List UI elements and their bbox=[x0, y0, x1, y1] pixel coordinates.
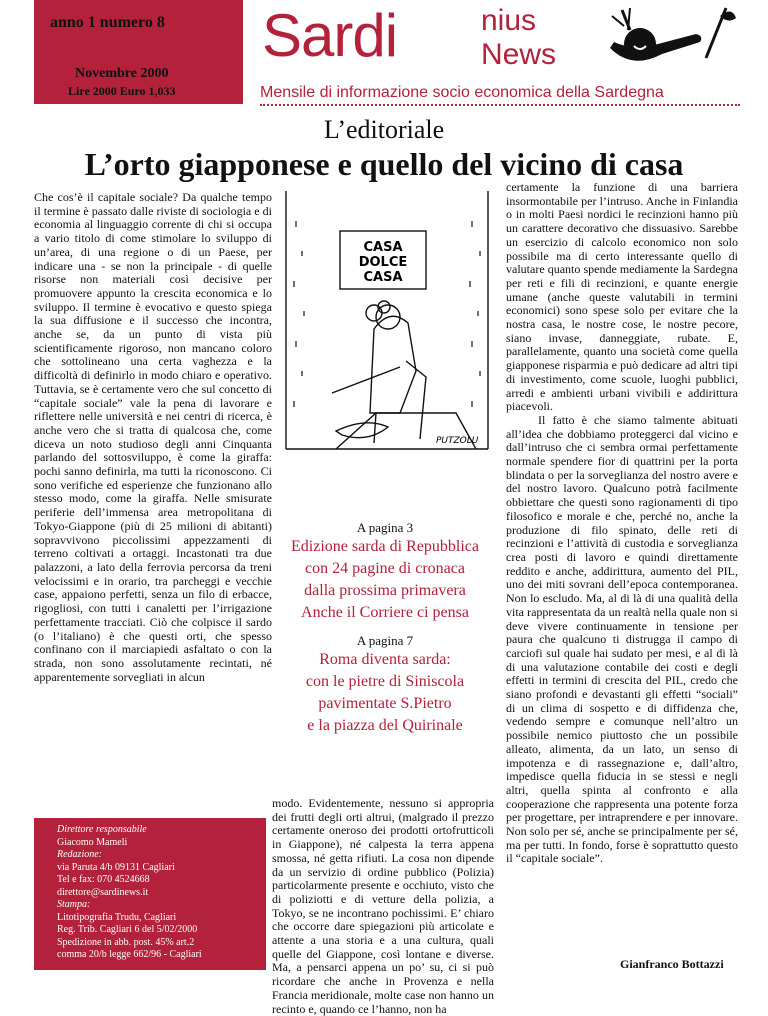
imprint-line: Stampa: bbox=[57, 899, 91, 910]
tagline: Mensile di informazione socio economica della Sardegna bbox=[260, 84, 664, 101]
imprint-line: Tel e fax: 070 4524668 bbox=[57, 874, 150, 885]
promo-line: con 24 pagine di cronaca bbox=[305, 560, 465, 577]
promo-line: con le pietre di Siniscola bbox=[305, 673, 465, 690]
issue-number: anno 1 numero 8 bbox=[50, 14, 165, 31]
imprint-line: Redazione: bbox=[57, 849, 102, 860]
logo-nius: nius bbox=[481, 4, 537, 37]
logo-sardi: Sardi bbox=[262, 2, 398, 69]
imprint-line: Direttore responsabile bbox=[57, 824, 147, 835]
promo-line: e la piazza del Quirinale bbox=[307, 717, 463, 734]
imprint-line: Giacomo Mameli bbox=[57, 836, 128, 848]
cartoon-artist-signature: PUTZOLU bbox=[436, 436, 479, 446]
imprint-line: direttore@sardinews.it bbox=[57, 886, 149, 898]
promo-line: Anche il Corriere ci pensa bbox=[301, 604, 469, 621]
promo-line: Roma diventa sarda: bbox=[319, 651, 451, 668]
promo-heading: A pagina 7 bbox=[356, 633, 414, 648]
article-paragraph: Il fatto è che siamo talmente abituati all’idea che dobbiamo proteggerci dal vicino e dall’intruso che ci sembra ormai perfettamente normale spendere fior di quattrini per la porta blindata o per la sorveglianza del nostro avere e del nostro lavoro. Qualcuno potrà facilmente obbiettare che questi sono ragionamenti di tipo filosofico e morale e che, perché no, anche la produzione di filo spinato, delle reti di recinzioni e l’attività di custodia e sorveglianza crea posti di lavoro e quindi direttamente reddito e anche, addirittura, aumento del PIL, uno dei miti sovrani dell’epoca contemporanea. Non lo escludo. Ma, al di là di una qualità della vita rappresentata da un realtà nella quale non si deve vivere continuamente in tensione per paura che qualcuno ti distrugga il campo di carciofi sul quale hai sudato per mesi, e al di là di una valutazione contabile dei costi e degli effetti in termini di crescita del PIL, credo che siano profondi e devastanti gli effetti “sociali” di un clima di sospetto e di diffidenza che, vedendo sempre e comunque nell’altro un possibile nemico piuttosto che un possibile alleato, alimenta, da un lato, un senso di impotenza e di rassegnazione e, dall’altro, impedisce quella fiducia in se stessi e negli altri, quella spinta al confronto e alla cooperazione che rappresenta una potente forza per progettare, per intraprendere e per innovare. Non solo per sé, anche se principalmente per sé, ma per tutti. In fondo, forse è soprattutto questo il “capitale sociale”. bbox=[506, 412, 738, 866]
promo-line: dalla prossima primavera bbox=[304, 582, 466, 599]
promo-box bbox=[266, 633, 504, 737]
article-paragraph: certamente la funzione di una barriera insormontabile per l’intruso. Anche in Finlandia o in molti Paesi nordici le recinzioni hanno più un carattere decorativo che dissuasivo. Sarebbe un esercizio di calcolo economico non solo possibile ma di certo interessante quello di valutare quanto spende mediamente la Sardegna per reti e fili di recinzioni, e quante energie umane (anche queste valutabili in termini economici) sono spese solo per evitare che la nostra casa, le nostre cose, le nostre pecore, siano invase, danneggiate, rubate. E, parallelamente, quanto una società come quella giapponese risparmia e può dedicare ad altri tipi di investimento, come scuole, luoghi pubblici, arredi e ambienti urbani vivibili e addirittura piacevoli. bbox=[506, 180, 738, 414]
article-column-mid: modo. Evidentemente, nessuno si appropria dei frutti degli orti altrui, (malgrado il prezzo certamente oneroso dei prodotti ortofrutticoli in Giappone), né calpesta la terra appena smossa, né getta rifiuti. La cosa non dipende da un servizio di ordine pubblico (Polizia) particolarmente presente e occhiuto, visto che di poliziotti e di vetture della polizia, a Tokyo, se ne incontrano pochissimi. E’ chiaro che occorre dare spiegazioni più articolate e attente a una storia e a una cultura, quali quelle del Giappone, così lontane e diverse. Ma, a pensarci appena un po’ su, ci si può ricordare che anche in Provenza e nella Francia meridionale, molte case non hanno un recinto e, quando ce l’hanno, non ha bbox=[272, 796, 494, 1016]
promo-line: pavimentate S.Pietro bbox=[318, 695, 452, 712]
promo-heading: A pagina 3 bbox=[356, 520, 414, 535]
imprint-line: comma 20/b legge 662/96 - Cagliari bbox=[57, 949, 202, 960]
section-kicker: L’editoriale bbox=[323, 115, 445, 144]
promo-line: Edizione sarda di Repubblica bbox=[291, 538, 479, 555]
imprint-line: Reg. Trib. Cagliari 6 del 5/02/2000 bbox=[57, 924, 198, 935]
headline: L’orto giapponese e quello del vicino di casa bbox=[84, 146, 684, 182]
imprint-line: via Paruta 4/b 09131 Cagliari bbox=[57, 861, 175, 873]
author-signature: Gianfranco Bottazzi bbox=[620, 957, 724, 971]
issue-price: Lire 2000 Euro 1,033 bbox=[68, 84, 176, 98]
imprint-line: Litotipografia Trudu, Cagliari bbox=[57, 911, 177, 923]
issue-date: Novembre 2000 bbox=[75, 66, 169, 81]
article-column-2 bbox=[506, 181, 738, 866]
promo-box bbox=[266, 520, 504, 624]
divider bbox=[260, 104, 740, 106]
cartoon-sign-line-3: CASA bbox=[363, 270, 403, 285]
cartoon-illustration bbox=[276, 181, 498, 467]
imprint-line: Spedizione in abb. post. 45% art.2 bbox=[57, 936, 195, 948]
bronze-figurine-icon bbox=[600, 2, 750, 74]
cartoon-sign-line-1: CASA bbox=[363, 240, 403, 255]
imprint-box bbox=[34, 818, 266, 970]
cartoon-sign-line-2: DOLCE bbox=[358, 255, 408, 270]
article-column-1: Che cos’è il capitale sociale? Da qualche tempo il termine è passato dalle riviste di sociologia e di economia al linguaggio corrente di chi si occupa a vario titolo di come stimolare lo sviluppo di un’area, di una regione o di un Paese, per indicare una - se non la principale - di quelle risorse non materiali così decisive per promuovere appunto la crescita economica e lo sviluppo. Il termine è evocativo e questo spiega la sua diffusione e il successo che incontra, anche se, da un punto di vista più scientificamente rigoroso, non mancano coloro che sottolineano una certa vaghezza e la difficoltà di definirlo in modo chiaro e operativo. Tuttavia, se è certamente vero che sul concetto di “capitale sociale” vale la pena di lavorare e riflettere nelle università e nei centri di ricerca, è anche vero che si tratta di qualcosa che, come diceva un noto studioso degli anni Cinquanta parlando del sottosviluppo, è come la giraffa: pochi sanno definirla, ma tutti la riconoscono. Ci sono verifiche ed esperienze che funzionano allo stesso modo, come la giraffa. Nelle smisurate periferie dell’immensa area metropolitana di Tokyo-Giappone (più di 25 milioni di abitanti) sopravvivono piccolissimi appezzamenti di terreno coltivati a ortaggi. Incastonati tra due palazzoni, a lato della ferrovia percorsa da treni velocissimi e in orario, tra parcheggi e vecchie case, appaiono perfetti, senza un filo di erbacce, rigogliosi, con tutti i canaletti per l’irrigazione perfettamente tracciati. Ciò che colpisce il sardo (o l’italiano) è che questi orti, che spesso confinano con il marciapiedi asfaltato o con la strada, non sono assolutamente recintati, né apparentemente sorvegliati in alcun bbox=[34, 190, 272, 684]
logo-news: News bbox=[481, 38, 557, 71]
